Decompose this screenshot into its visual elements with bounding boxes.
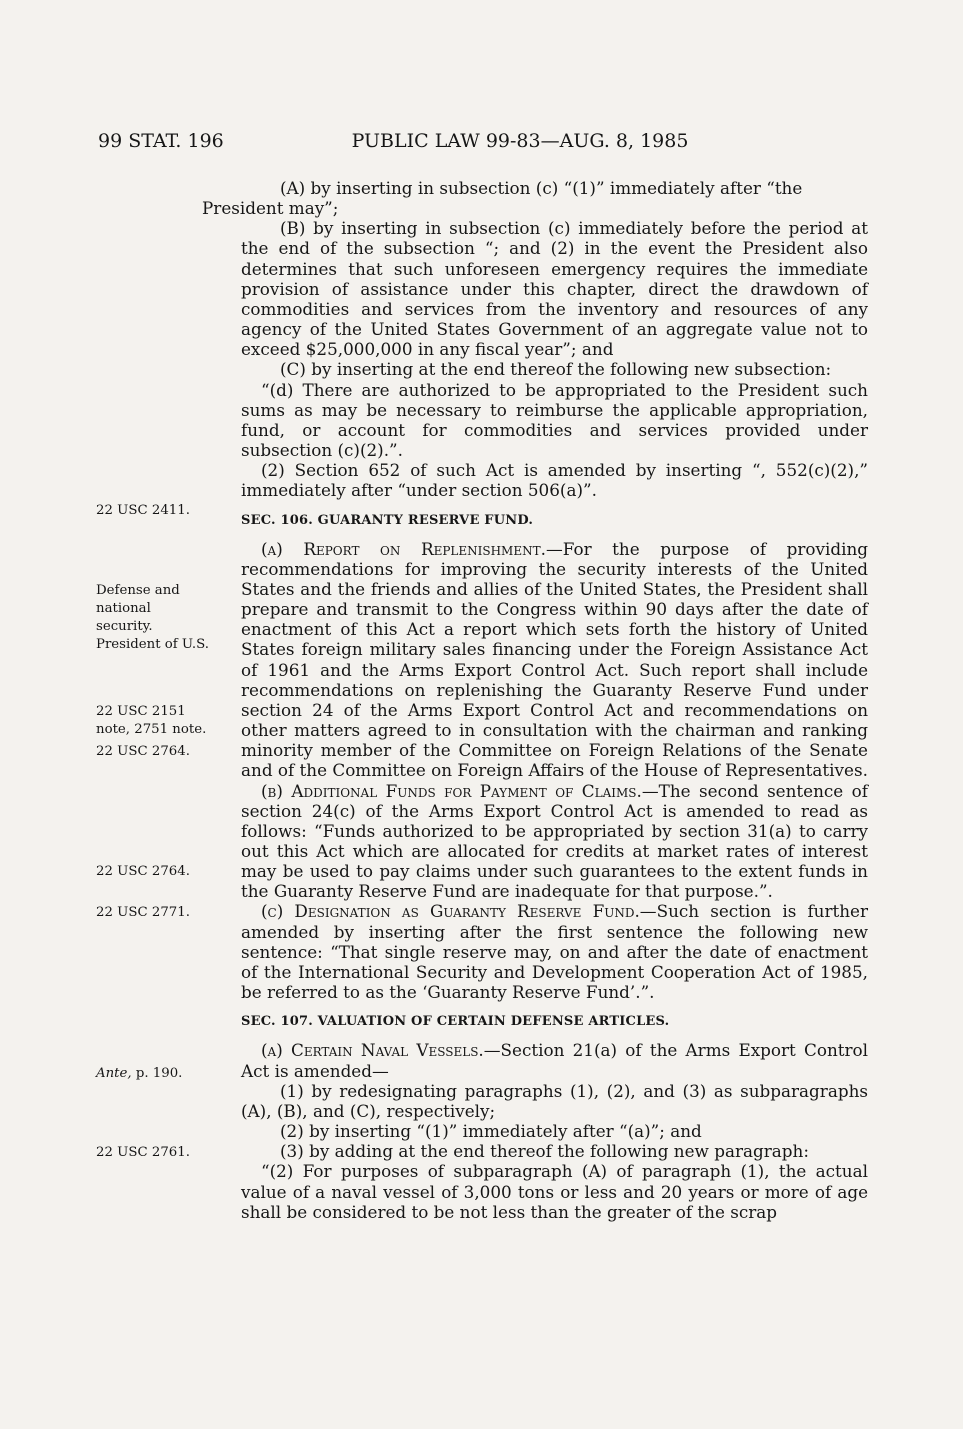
para-106c-heading: (c) Designation as Guaranty Reserve Fund.: [261, 901, 640, 922]
stat-reference: 99 STAT. 196: [98, 130, 224, 152]
ante-page: p. 190.: [131, 1066, 183, 1081]
para-A-line2: President may”;: [202, 198, 339, 219]
margin-note-usc2764: 22 USC 2764.: [96, 744, 190, 759]
para-107-quote: “(2) For purposes of subparagraph (A) of paragraph (1), the actual value of a naval vessel of 3,000 tons or less and 20 years or more of age shall be considered to be not less than the greater of the scrap: [241, 1161, 868, 1222]
margin-note-usc2761: 22 USC 2761.: [96, 1145, 190, 1160]
para-107a: [241, 1040, 868, 1080]
margin-note-defense: [96, 582, 236, 654]
para-B: (B) by inserting in subsection (c) immediately before the period at the end of the subsection “; and (2) in the event the President also determines that such unforeseen emergency requires the immediate provision of assistance under this chapter, direct the drawdown of commodities and services from the inventory and resources of any agency of the United States Government of an aggregate value not to exceed $25,000,000 in any fiscal year”; and: [241, 218, 868, 360]
para-2: (2) Section 652 of such Act is amended by inserting “, 552(c)(2),” immediately after “under section 506(a)”.: [241, 460, 868, 501]
para-106a-text: —For the purpose of providing recommendations for improving the security interests of the United States and the friends and allies of the United States, the President shall prepare and transmit to the Congress within 90 days after the date of enactment of this Act a report which sets forth the history of United States foreign military sales financing under the Foreign Assistance Act of 1961 and the Arms Export Control Act. Such report shall include recommendations on replenishing the Guaranty Reserve Fund under section 24 of the Arms Export Control Act and recommendations on other matters agreed to in consultation with the chairman and ranking minority member of the Committee on Foreign Relations of the Senate and of the Committee on Foreign Affairs of the House of Representatives.: [241, 538, 868, 781]
para-106a-heading: (a) Report on Replenishment.: [261, 538, 546, 559]
para-d-quote: “(d) There are authorized to be appropriated to the President such sums as may be necessary to reimburse the applicable appropriation, fund, or account for commodities and services provided under subsection (c)(2).”.: [241, 379, 868, 461]
para-106c: [241, 901, 868, 1002]
para-107-2: (2) by inserting “(1)” immediately after “(a)”; and: [280, 1121, 702, 1142]
para-107-3: (3) by adding at the end thereof the following new paragraph:: [280, 1141, 809, 1162]
margin-note-usc2764-b: 22 USC 2764.: [96, 864, 190, 879]
statute-body: [202, 178, 868, 1222]
para-107-1: (1) by redesignating paragraphs (1), (2), and (3) as subparagraphs (A), (B), and (C), respectively;: [241, 1080, 868, 1121]
margin-note-usc2411: 22 USC 2411.: [96, 503, 190, 518]
para-A: [202, 178, 868, 219]
margin-note-ante: [96, 1065, 236, 1083]
para-C: (C) by inserting at the end thereof the following new subsection:: [280, 359, 832, 380]
margin-line: security.: [96, 619, 153, 634]
section-107-heading: SEC. 107. VALUATION OF CERTAIN DEFENSE ARTICLES.: [241, 1014, 670, 1030]
margin-note-usc2771: 22 USC 2771.: [96, 905, 190, 920]
margin-line: 22 USC 2151: [96, 704, 186, 719]
para-107a-heading: (a) Certain Naval Vessels.: [261, 1040, 484, 1061]
para-106b-heading: (b) Additional Funds for Payment of Claims.: [261, 780, 642, 801]
section-106-heading: SEC. 106. GUARANTY RESERVE FUND.: [241, 512, 534, 528]
margin-line: President of U.S.: [96, 637, 209, 652]
page-title: PUBLIC LAW 99-83—AUG. 8, 1985: [351, 130, 689, 152]
para-107a-text: —Section 21(a) of the Arms Export Control Act is amended—: [241, 1040, 868, 1081]
para-106a: [241, 539, 868, 781]
ante-label: Ante,: [96, 1066, 132, 1081]
margin-line: note, 2751 note.: [96, 722, 207, 737]
margin-line: Defense and: [96, 583, 180, 598]
para-A-line1: (A) by inserting in subsection (c) “(1)” immediately after “the: [280, 178, 803, 198]
para-106c-text: —Such section is further amended by inserting after the first sentence the following new sentence: “That single reserve may, on and after the date of enactment of the International Security and Development Cooperation Act of 1985, be referred to as the ‘Guaranty Reserve Fund’.”.: [241, 901, 868, 1003]
margin-note-usc2151: [96, 703, 236, 739]
margin-line: national: [96, 601, 151, 616]
para-106b: [241, 781, 868, 902]
para-106b-text: —The second sentence of section 24(c) of the Arms Export Control Act is amended to read as follows: “Funds authorized to be appropriated by section 31(a) to carry out this Act which are allocated for credits at market rates of interest may be used to pay claims under such guarantees to the extent funds in the Guaranty Reserve Fund are inadequate for that purpose.”.: [241, 780, 868, 902]
